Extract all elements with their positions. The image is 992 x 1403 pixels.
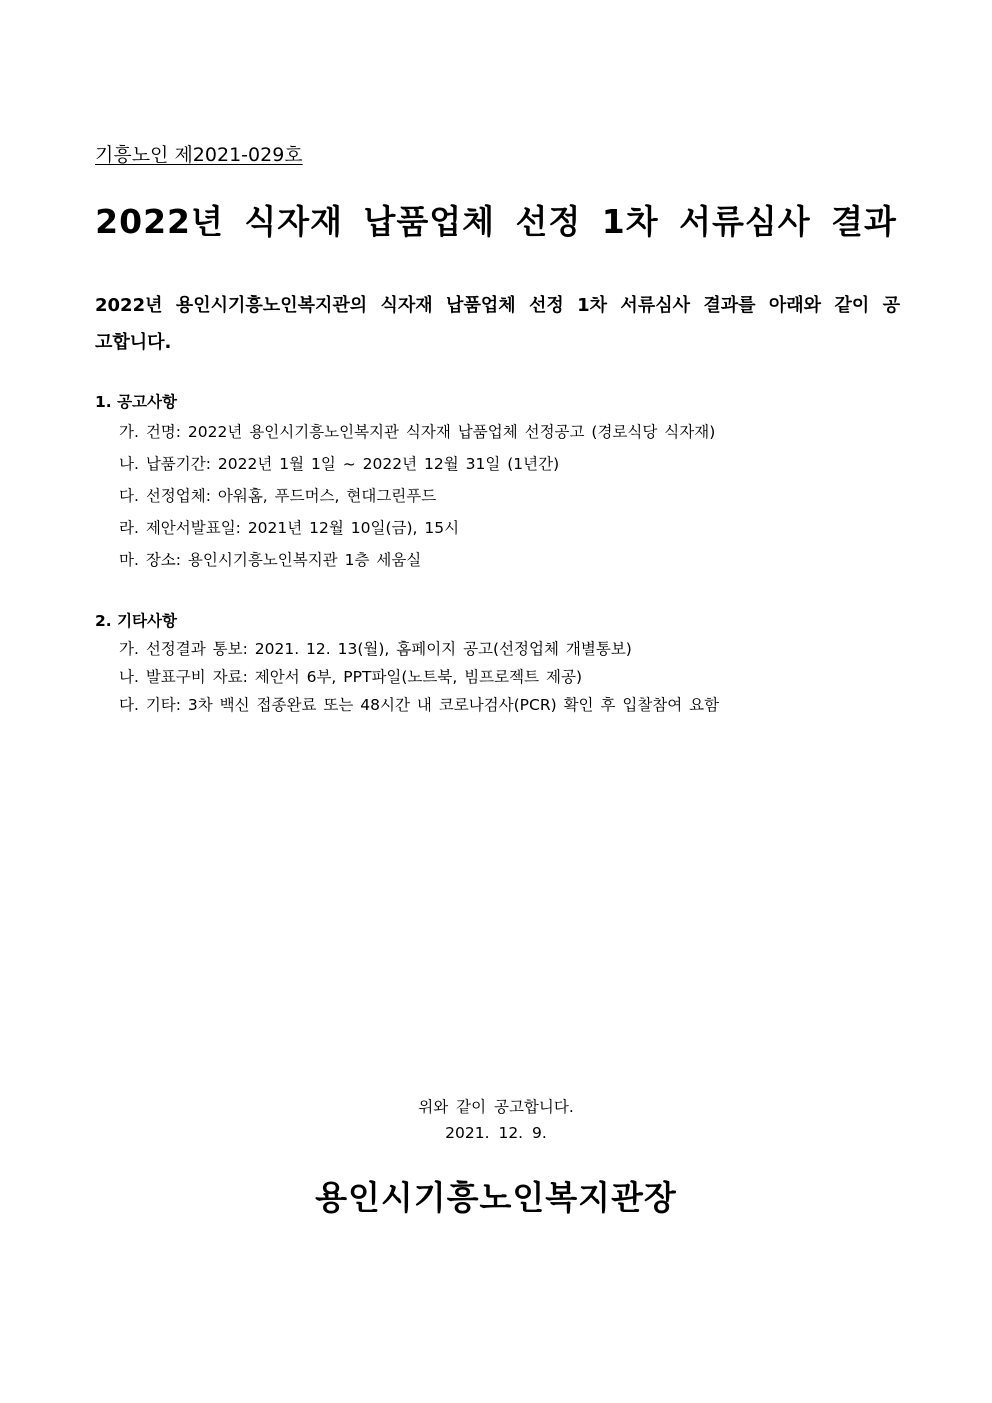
document-title: 2022년 식자재 납품업체 선정 1차 서류심사 결과 (95, 202, 897, 241)
section-heading: 1. 공고사항 (95, 393, 177, 411)
list-item: 가. 건명: 2022년 용인시기흥노인복지관 식자재 납품업체 선정공고 (경로식당 식자재) (119, 423, 716, 441)
announcement-date: 2021. 12. 9. (445, 1124, 547, 1142)
document-number: 기흥노인 제2021-029호 (95, 144, 303, 166)
list-item: 라. 제안서발표일: 2021년 12월 10일(금), 15시 (119, 519, 460, 537)
list-item: 가. 선정결과 통보: 2021. 12. 13(월), 홈페이지 공고(선정업체 개별통보) (119, 640, 632, 658)
issuer-name: 용인시기흥노인복지관장 (315, 1178, 677, 1217)
list-item: 다. 기타: 3차 백신 접종완료 또는 48시간 내 코로나검사(PCR) 확인 후 입찰참여 요함 (119, 696, 720, 714)
list-item: 다. 선정업체: 아워홈, 푸드머스, 현대그린푸드 (119, 487, 437, 505)
section-heading: 2. 기타사항 (95, 612, 177, 630)
closing-statement: 위와 같이 공고합니다. (418, 1098, 574, 1116)
list-item: 마. 장소: 용인시기흥노인복지관 1층 세움실 (119, 551, 422, 569)
list-item: 나. 발표구비 자료: 제안서 6부, PPT파일(노트북, 빔프로젝트 제공) (119, 668, 582, 686)
intro-paragraph: 2022년 용인시기흥노인복지관의 식자재 납품업체 선정 1차 서류심사 결과를 아래와 같이 공고합니다. (95, 295, 900, 353)
list-item: 나. 납품기간: 2022년 1월 1일 ~ 2022년 12월 31일 (1년간) (119, 455, 560, 473)
section-announcement (95, 389, 900, 576)
section-other-matters (95, 608, 900, 719)
